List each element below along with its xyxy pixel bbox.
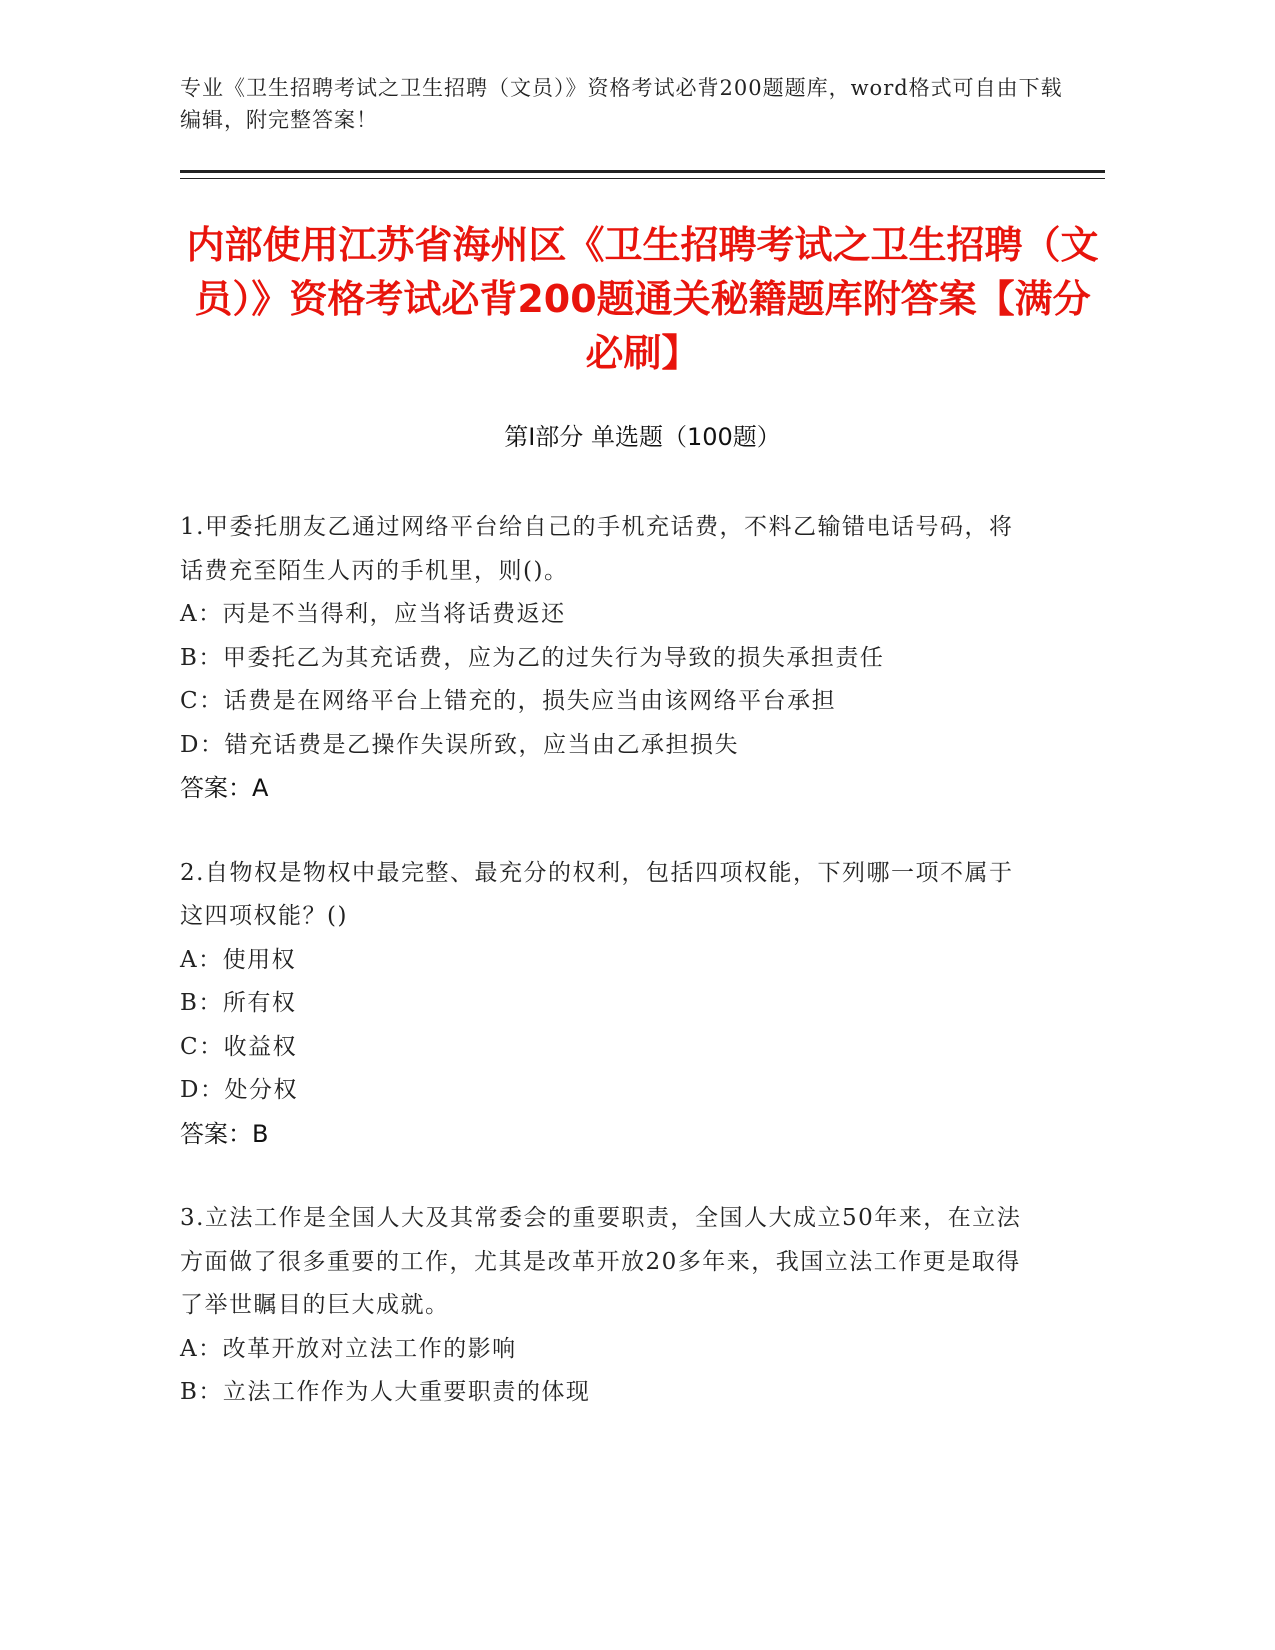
question-3 [180, 1197, 1030, 1415]
question-option-c: C：收益权 [180, 1033, 298, 1060]
question-answer: 答案：B [180, 1119, 269, 1148]
question-option-b: B：所有权 [180, 990, 297, 1016]
question-list [180, 506, 1030, 1456]
question-stem: 1.甲委托朋友乙通过网络平台给自己的手机充话费，不料乙输错电话号码，将话费充至陌生人丙的手机里，则()。 [180, 514, 1014, 584]
section-heading: 第Ⅰ部分 单选题（100题） [504, 423, 781, 451]
header-rule-thin [180, 178, 1105, 179]
question-stem: 2.自物权是物权中最完整、最充分的权利，包括四项权能，下列哪一项不属于这四项权能？() [180, 859, 1014, 929]
header-note: 专业《卫生招聘考试之卫生招聘（文员）》资格考试必背200题题库，word格式可自由下载编辑，附完整答案！ [180, 76, 1063, 132]
question-stem: 3.立法工作是全国人大及其常委会的重要职责，全国人大成立50年来，在立法方面做了很多重要的工作，尤其是改革开放20多年来，我国立法工作更是取得了举世瞩目的巨大成就。 [180, 1205, 1022, 1318]
header-rule-thick [180, 170, 1105, 173]
document-title: 内部使用江苏省海州区《卫生招聘考试之卫生招聘（文员）》资格考试必背200题通关秘籍题库附答案【满分必刷】 [186, 223, 1099, 375]
question-option-c: C：话费是在网络平台上错充的，损失应当由该网络平台承担 [180, 688, 837, 714]
question-2 [180, 852, 1030, 1157]
question-option-b: B：立法工作作为人大重要职责的体现 [180, 1379, 591, 1405]
question-1 [180, 506, 1030, 811]
question-option-a: A：改革开放对立法工作的影响 [180, 1335, 517, 1362]
question-answer: 答案：A [180, 774, 269, 802]
question-option-a: A：丙是不当得利，应当将话费返还 [180, 601, 566, 627]
question-option-b: B：甲委托乙为其充话费，应为乙的过失行为导致的损失承担责任 [180, 644, 885, 671]
question-option-d: D：错充话费是乙操作失误所致，应当由乙承担损失 [180, 731, 739, 758]
question-option-a: A：使用权 [180, 946, 297, 973]
question-option-d: D：处分权 [180, 1077, 298, 1103]
